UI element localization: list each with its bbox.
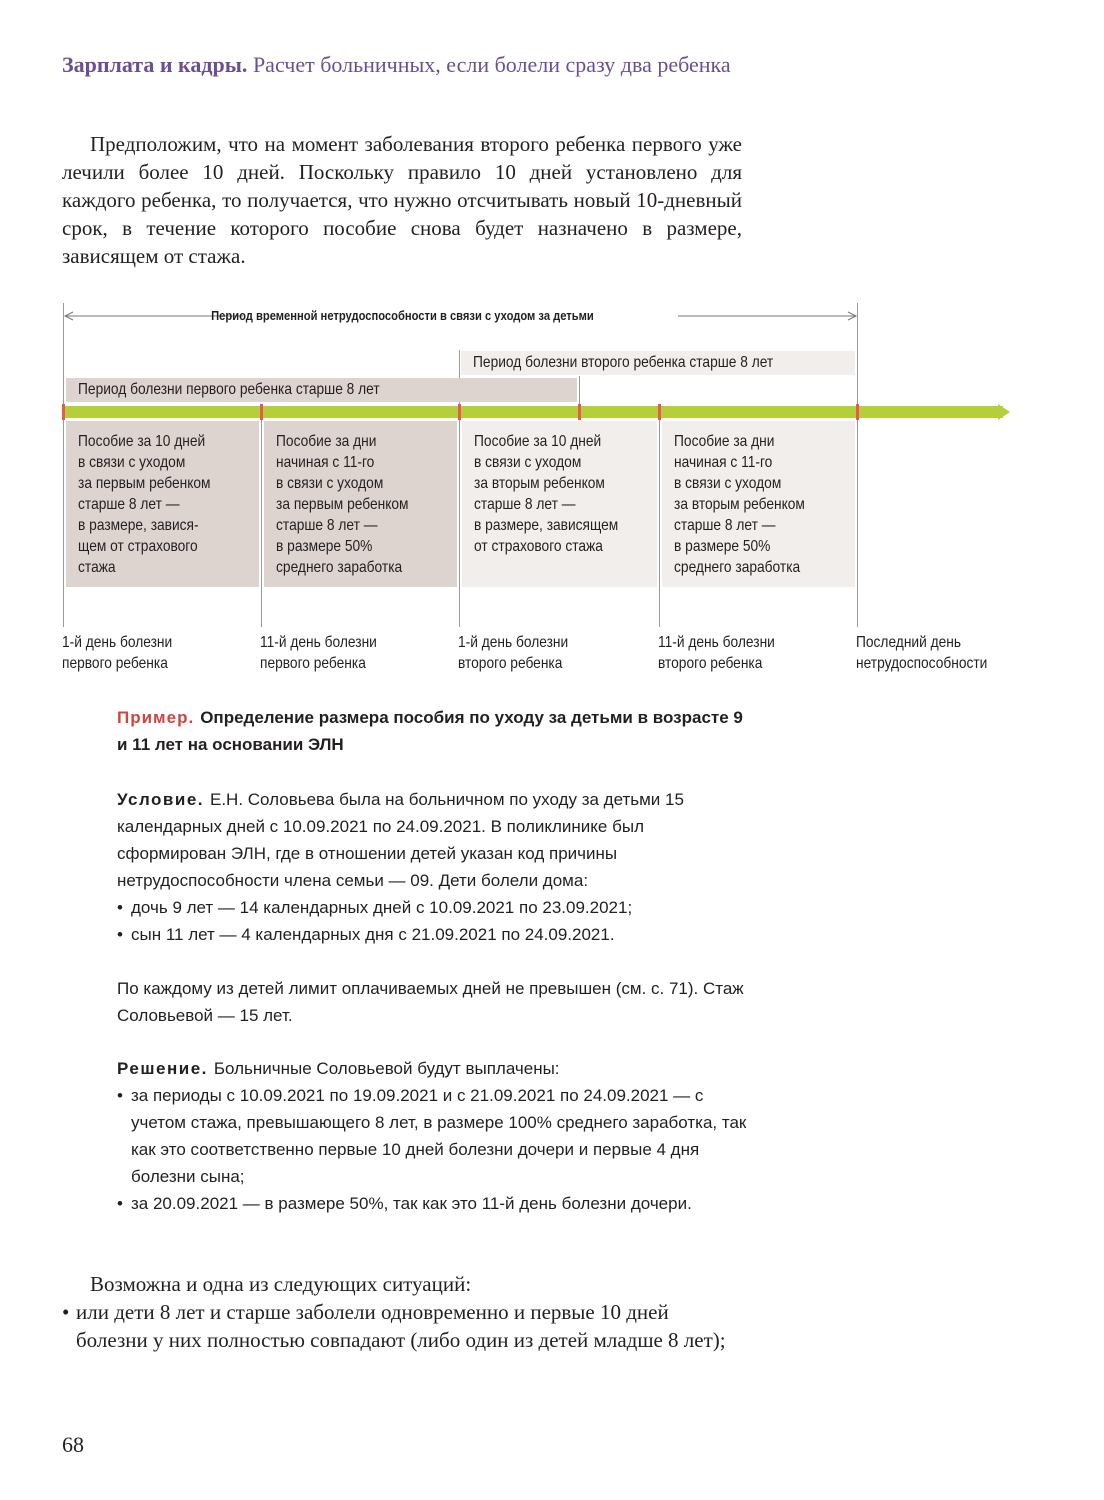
guide-line [261, 406, 262, 627]
guide-line [857, 303, 858, 627]
example-condition [117, 786, 757, 948]
timeline-tick [658, 404, 661, 420]
timeline-arrow-head [998, 404, 1012, 420]
running-header [62, 52, 731, 78]
tail-intro: Возможна и одна из следующих ситуаций: [90, 1272, 472, 1296]
timeline-bar [63, 406, 1003, 418]
solution-item: • за 20.09.2021 — в размере 50%, так как это 11-й день болезни дочери. [117, 1190, 757, 1217]
condition-item: • сын 11 лет — 4 календарных дня с 21.09.2021 по 24.09.2021. [117, 921, 757, 948]
timeline-tick [62, 404, 65, 420]
second-child-period-label: Период болезни второго ребенка старше 8 лет [473, 354, 774, 371]
timeline-tick [856, 404, 859, 420]
axis-label-second-child-day1: 1-й день болезни второго ребенка [458, 634, 569, 672]
axis-label-second-child-day11: 11-й день болезни второго ребенка [658, 634, 775, 672]
solution-text: Больничные Соловьевой будут выплачены: [213, 1059, 560, 1078]
page-number: 68 [62, 1432, 84, 1457]
intro-paragraph: Предположим, что на момент заболевания второго ребенка первого уже лечили более 10 дней. Поскольку правило 10 дней установлено для каждого ребенка, то получается, что нужно отсчитывать новый 10-дневный срок, в течение которого пособие снова будет назначено в размере, зависящем от стажа. [62, 132, 742, 268]
condition-item: • дочь 9 лет — 14 календарных дней с 10.09.2021 по 23.09.2021; [117, 894, 757, 921]
header-title: Расчет больничных, если болели сразу два ребенка [252, 52, 731, 77]
total-period-label: Период временной нетрудоспособности в связи с уходом за детьми [211, 308, 594, 323]
solution-item: • за периоды с 10.09.2021 по 19.09.2021 и с 21.09.2021 по 24.09.2021 — с учетом стажа, превышающего 8 лет, в размере 100% среднего заработка, так как это соответственно первые 10 дней болезни дочери и первые 4 дня болезни сына; [117, 1082, 757, 1190]
example-title [117, 704, 757, 758]
first-child-period-label: Период болезни первого ребенка старше 8 лет [78, 381, 380, 398]
timeline-tick [458, 404, 461, 420]
example-solution [117, 1055, 757, 1217]
header-section: Зарплата и кадры. [62, 52, 248, 77]
tail-item: • или дети 8 лет и старше заболели одновременно и первые 10 дней болезни у них полностью совпадают (либо один из детей младше 8 лет); [62, 1298, 742, 1354]
benefit-box-first-10-days: Пособие за 10 дней в связи с уходом за первым ребенком старше 8 лет — в размере, завися- щем от страхового стажа [66, 421, 259, 587]
solution-label: Решение. [117, 1059, 208, 1078]
timeline-tick [578, 404, 581, 420]
condition-label: Условие. [117, 790, 204, 809]
condition-text: Е.Н. Соловьева была на больничном по уходу за детьми 15 календарных дней с 10.09.2021 по 24.09.2021. В поликлинике был сформирован ЭЛН, где в отношении детей указан код причины нетрудоспособности члена семьи — 09. Дети болели дома: [117, 790, 684, 890]
axis-label-first-child-day1: 1-й день болезни первого ребенка [62, 634, 173, 672]
timeline-tick [260, 404, 263, 420]
axis-label-last-day: Последний день нетрудоспособности [856, 634, 988, 672]
example-label: Пример. [117, 708, 195, 727]
axis-label-first-child-day11: 11-й день болезни первого ребенка [260, 634, 377, 672]
benefit-box-second-10-days: Пособие за 10 дней в связи с уходом за вторым ребенком старше 8 лет — в размере, зависящем от страхового стажа [462, 421, 657, 587]
example-title-text: Определение размера пособия по уходу за детьми в возрасте 9 и 11 лет на основании ЭЛН [117, 708, 743, 754]
guide-line [63, 303, 64, 627]
first-child-period [66, 378, 577, 402]
guide-line [659, 406, 660, 627]
benefit-box-second-after-11: Пособие за дни начиная с 11-го в связи с уходом за вторым ребенком старше 8 лет — в размере 50% среднего заработка [662, 421, 855, 587]
tail-block [62, 1270, 742, 1354]
limit-paragraph: По каждому из детей лимит оплачиваемых дней не превышен (см. с. 71). Стаж Соловьевой — 15 лет. [117, 979, 744, 1025]
second-child-period [461, 351, 855, 375]
benefit-box-first-after-11: Пособие за дни начиная с 11-го в связи с уходом за первым ребенком старше 8 лет — в размере 50% среднего заработка [264, 421, 457, 587]
